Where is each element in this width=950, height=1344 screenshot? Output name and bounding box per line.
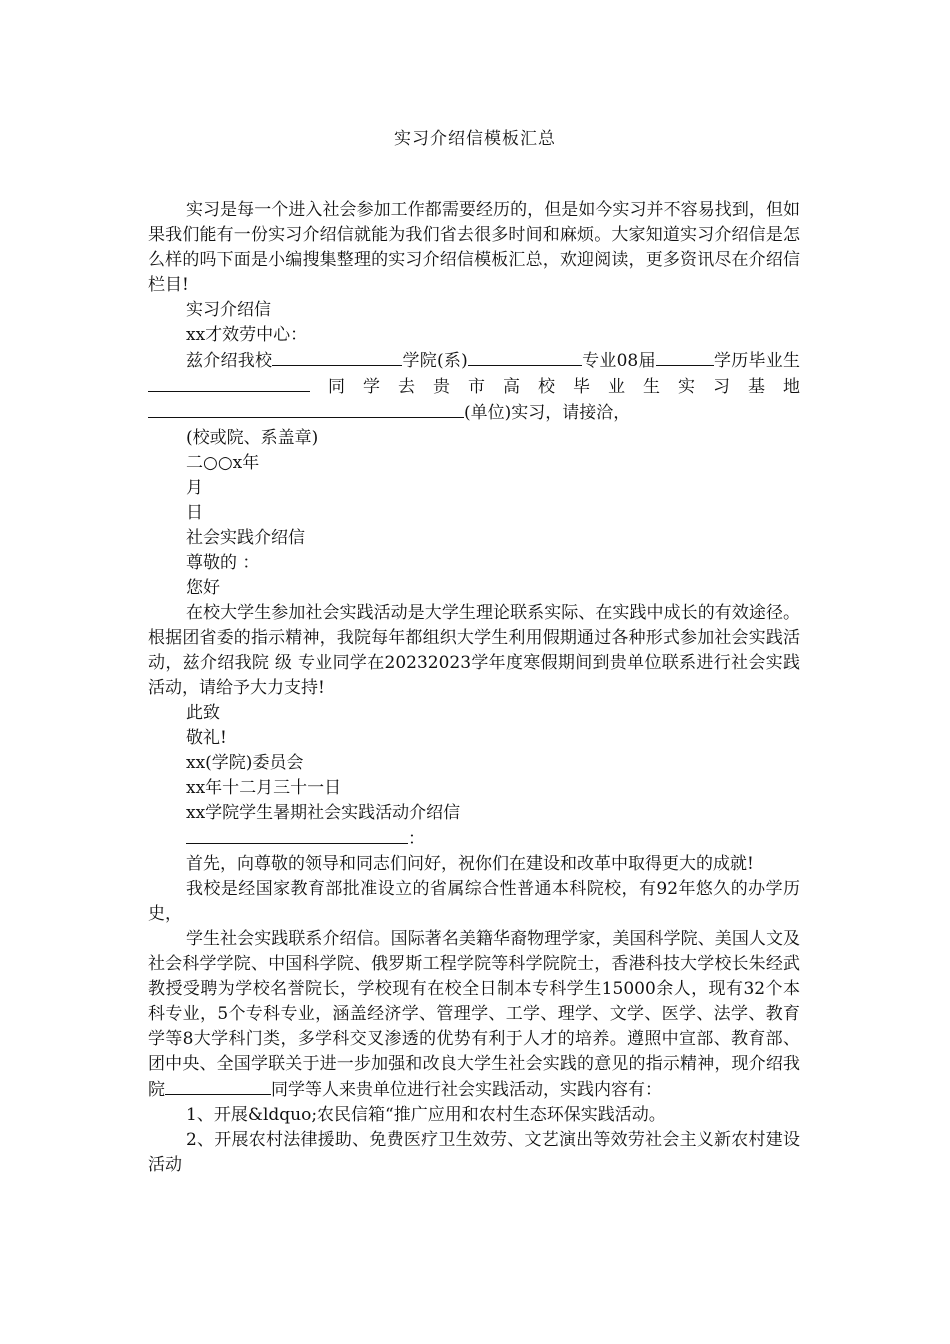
- document-body: [148, 198, 800, 1178]
- letter-paragraph: [148, 927, 800, 1103]
- fill-blank: [272, 348, 402, 366]
- salutation: 尊敬的 ：: [186, 553, 260, 573]
- letter-text: 同学等人来贵单位进行社会实践活动，实践内容有：: [271, 1080, 662, 1100]
- intro-paragraph: 实习是每一个进入社会参加工作都需要经历的，但是如今实习并不容易找到，但如果我们能有一份实习介绍信就能为我们省去很多时间和麻烦。大家知道实习介绍信是怎么样的吗下面是小编搜集整理的实习介绍信模板汇总，欢迎阅读，更多资讯尽在介绍信栏目!: [148, 200, 800, 295]
- letter-paragraph: 首先，向尊敬的领导和同志们问好，祝你们在建设和改革中取得更大的成就!: [186, 854, 754, 874]
- letter-text: 同学去贵市高校毕业生实习基地: [310, 377, 800, 397]
- signature: xx(学院)委员会: [186, 753, 304, 773]
- letter-paragraph: 我校是经国家教育部批准设立的省属综合性普通本科院校，有92年悠久的办学历史，: [148, 879, 800, 924]
- stamp-note: (校或院、系盖章): [186, 428, 319, 448]
- date-day: 日: [186, 503, 203, 523]
- section-heading: 社会实践介绍信: [186, 528, 305, 548]
- list-item: 1、开展&ldquo;农民信箱“推广应用和农村生态环保实践活动。: [186, 1105, 666, 1125]
- letter-text: (单位)实习，请接洽，: [464, 403, 631, 423]
- greeting: 您好: [186, 578, 220, 598]
- section-heading: 实习介绍信: [186, 300, 271, 320]
- section-heading: xx学院学生暑期社会实践活动介绍信: [186, 803, 461, 823]
- closing: 此致: [186, 703, 220, 723]
- closing: 敬礼!: [186, 728, 227, 748]
- fill-blank: [148, 400, 464, 418]
- fill-blank: [148, 374, 310, 392]
- date-year: 二○○x年: [186, 453, 260, 473]
- list-item: 2、开展农村法律援助、免费医疗卫生效劳、文艺演出等效劳社会主义新农村建设活动: [148, 1130, 800, 1175]
- letter-text: 专业08届: [581, 351, 656, 371]
- date-month: 月: [186, 478, 203, 498]
- letter-text: ：: [408, 829, 425, 849]
- letter-body: [148, 348, 800, 426]
- fill-blank: [468, 348, 582, 366]
- fill-blank: [656, 348, 714, 366]
- salutation: xx才效劳中心：: [186, 325, 308, 345]
- recipient-line: [148, 826, 800, 852]
- signature-date: xx年十二月三十一日: [186, 778, 342, 798]
- letter-paragraph: 在校大学生参加社会实践活动是大学生理论联系实际、在实践中成长的有效途径。根据团省委的指示精神，我院每年都组织大学生利用假期通过各种形式参加社会实践活动，兹介绍我院 级 专业同学在20232023学年度寒假期间到贵单位联系进行社会实践活动，请给予大力支持!: [148, 603, 800, 698]
- letter-text: 学院(系): [402, 351, 468, 371]
- page-title: 实习介绍信模板汇总: [394, 129, 556, 149]
- letter-text: 兹介绍我校: [186, 351, 273, 371]
- fill-blank: [186, 826, 408, 844]
- letter-text: 学生社会实践联系介绍信。国际著名美籍华裔物理学家，美国科学院、美国人文及社会科学学院、中国科学院、俄罗斯工程学院等科学院院士，香港科技大学校长朱经武教授受聘为学校名誉院长，学校现有在校全日制本专科学生15000余人，现有32个本科专业，5个专科专业，涵盖经济学、管理学、工学、理学、文学、医学、法学、教育学等8大学科门类，多学科交叉渗透的优势有利于人才的培养。遵照中宣部、教育部、团中央、全国学联关于进一步加强和改良大学生社会实践的意见的指示精神，现介绍我院: [148, 929, 800, 1100]
- letter-text: 学历毕业生: [713, 351, 801, 371]
- fill-blank: [165, 1077, 271, 1095]
